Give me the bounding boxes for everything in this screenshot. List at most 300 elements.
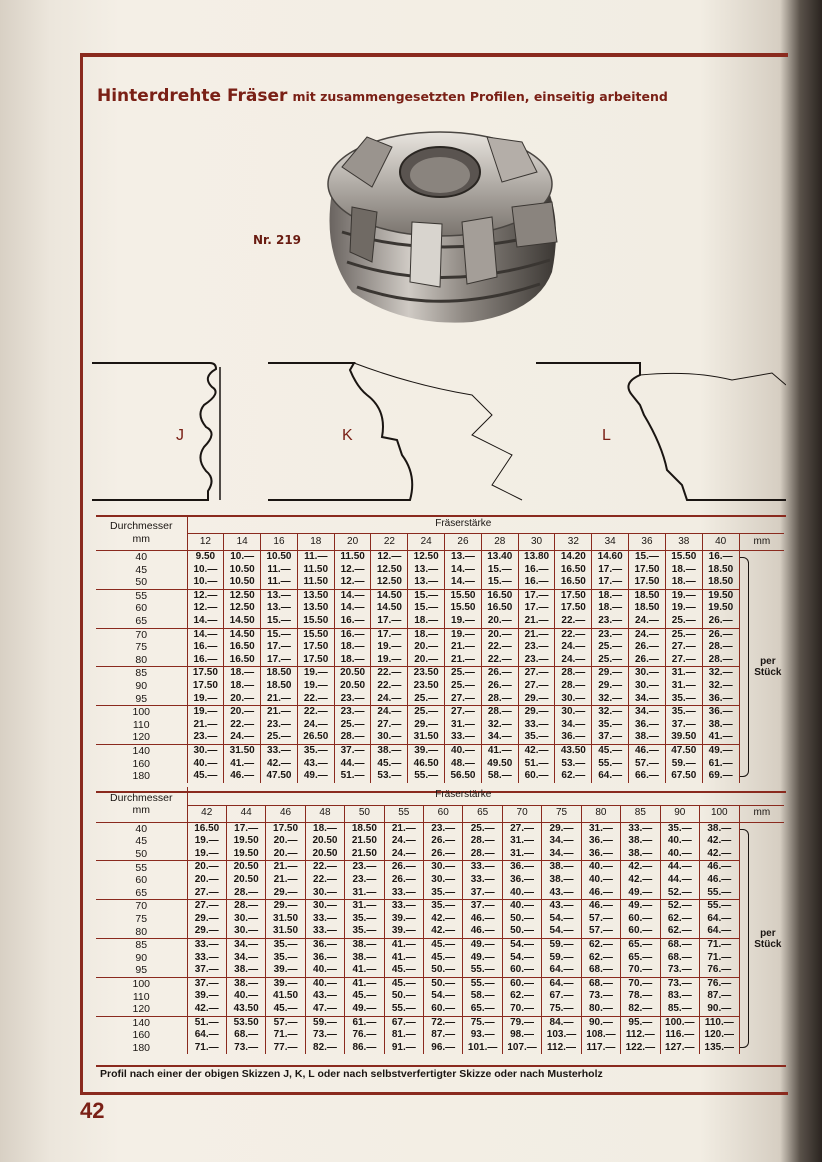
thickness-col-header: 70 [502, 805, 541, 822]
price-cell: 12.50 [224, 589, 261, 602]
price-cell: 81.— [384, 1029, 423, 1042]
price-cell: 55.— [463, 964, 502, 977]
price-cell: 50.— [502, 925, 541, 938]
price-cell: 41.— [384, 952, 423, 965]
price-cell: 46.— [463, 925, 502, 938]
price-cell: 27.— [371, 719, 408, 732]
thickness-col-header: 48 [305, 805, 344, 822]
price-cell: 26.— [424, 835, 463, 848]
price-cell: 17.— [371, 628, 408, 641]
price-cell: 14.— [445, 576, 482, 589]
price-cell: 71.— [187, 1042, 226, 1055]
table-row [96, 654, 784, 667]
price-cell: 76.— [699, 977, 739, 990]
price-cell: 40.— [660, 848, 699, 861]
thickness-col-header: 22 [371, 534, 408, 551]
price-cell: 14.— [445, 564, 482, 577]
price-cell: 19.50 [226, 835, 265, 848]
price-cell: 32.— [702, 667, 739, 680]
price-cell: 46.— [581, 887, 620, 900]
price-cell: 31.— [502, 848, 541, 861]
price-cell: 30.— [187, 744, 224, 757]
price-cell: 47.50 [665, 744, 702, 757]
price-cell: 38.— [699, 822, 739, 835]
price-cell: 70.— [621, 977, 660, 990]
price-cell: 54.— [542, 925, 581, 938]
price-cell: 37.— [665, 719, 702, 732]
price-cell: 37.— [187, 977, 226, 990]
price-cell: 20.50 [305, 835, 344, 848]
price-cell: 28.— [555, 667, 592, 680]
price-cell: 38.— [702, 719, 739, 732]
price-cell: 46.— [581, 900, 620, 913]
price-cell: 42.— [261, 758, 298, 771]
price-cell: 28.— [463, 835, 502, 848]
header-blank [739, 515, 784, 534]
price-cell: 23.— [187, 731, 224, 744]
price-cell: 26.— [481, 667, 518, 680]
price-cell: 13.— [445, 551, 482, 564]
price-cell: 21.— [518, 628, 555, 641]
price-cell: 68.— [581, 964, 620, 977]
diameter-cell: 160 [96, 1029, 187, 1042]
price-cell: 17.— [518, 589, 555, 602]
price-cell: 16.— [334, 628, 371, 641]
table-row [96, 913, 784, 926]
price-cell: 29.— [187, 925, 226, 938]
price-cell: 20.— [481, 615, 518, 628]
price-cell: 33.— [384, 900, 423, 913]
price-cell: 55.— [463, 977, 502, 990]
price-cell: 103.— [542, 1029, 581, 1042]
price-cell: 14.— [187, 628, 224, 641]
price-cell: 16.— [518, 564, 555, 577]
price-cell: 64.— [699, 913, 739, 926]
price-cell: 40.— [305, 977, 344, 990]
price-cell: 43.— [305, 990, 344, 1003]
price-cell: 14.20 [555, 551, 592, 564]
price-cell: 14.— [334, 589, 371, 602]
price-cell: 84.— [542, 1016, 581, 1029]
price-cell: 18.50 [345, 822, 384, 835]
price-cell: 40.— [187, 758, 224, 771]
price-cell: 23.50 [408, 680, 445, 693]
price-cell: 38.— [226, 977, 265, 990]
price-cell: 13.50 [297, 602, 334, 615]
price-cell: 38.— [345, 939, 384, 952]
price-cell: 25.— [334, 719, 371, 732]
diameter-cell: 110 [96, 990, 187, 1003]
price-cell: 61.— [702, 758, 739, 771]
price-cell: 16.— [518, 576, 555, 589]
price-cell: 14.50 [224, 615, 261, 628]
price-cell: 21.— [261, 706, 298, 719]
price-cell: 30.— [305, 900, 344, 913]
price-cell: 49.50 [481, 758, 518, 771]
per-piece-note [739, 822, 784, 1054]
thickness-col-header: 65 [463, 805, 502, 822]
price-cell: 16.50 [481, 589, 518, 602]
price-cell: 12.— [334, 576, 371, 589]
price-cell: 20.50 [226, 861, 265, 874]
group-brace [740, 829, 749, 1049]
price-cell: 31.50 [224, 744, 261, 757]
price-cell: 19.50 [702, 589, 739, 602]
price-cell: 23.— [592, 615, 629, 628]
price-cell: 45.— [592, 744, 629, 757]
price-cell: 46.50 [408, 758, 445, 771]
price-cell: 58.— [481, 770, 518, 783]
price-cell: 24.— [629, 628, 666, 641]
price-cell: 12.— [187, 589, 224, 602]
thickness-col-header: 40 [702, 534, 739, 551]
table-row [96, 1029, 784, 1042]
price-cell: 23.— [424, 822, 463, 835]
price-cell: 34.— [629, 706, 666, 719]
diameter-cell: 90 [96, 680, 187, 693]
price-cell: 13.— [408, 576, 445, 589]
price-cell: 79.— [502, 1016, 541, 1029]
price-cell: 25.— [463, 822, 502, 835]
price-cell: 33.— [261, 744, 298, 757]
price-cell: 76.— [345, 1029, 384, 1042]
price-cell: 51.— [334, 770, 371, 783]
price-cell: 19.— [297, 667, 334, 680]
table-row [96, 758, 784, 771]
price-cell: 26.— [384, 861, 423, 874]
price-cell: 10.— [187, 564, 224, 577]
price-cell: 37.— [334, 744, 371, 757]
price-cell: 45.— [384, 977, 423, 990]
price-cell: 21.— [518, 615, 555, 628]
price-cell: 60.— [502, 977, 541, 990]
price-cell: 33.— [463, 861, 502, 874]
price-cell: 12.— [334, 564, 371, 577]
price-cell: 17.— [226, 822, 265, 835]
price-cell: 11.— [261, 564, 298, 577]
price-cell: 28.— [555, 680, 592, 693]
price-cell: 22.— [555, 615, 592, 628]
price-cell: 20.50 [226, 874, 265, 887]
price-cell: 23.— [334, 706, 371, 719]
price-cell: 75.— [463, 1016, 502, 1029]
price-cell: 25.— [445, 680, 482, 693]
price-cell: 87.— [424, 1029, 463, 1042]
price-cell: 18.— [665, 576, 702, 589]
table-row [96, 874, 784, 887]
price-cell: 11.50 [334, 551, 371, 564]
price-cell: 33.— [621, 822, 660, 835]
price-cell: 30.— [555, 706, 592, 719]
price-cell: 73.— [660, 977, 699, 990]
price-cell: 59.— [305, 1016, 344, 1029]
price-cell: 23.— [261, 719, 298, 732]
price-cell: 19.— [371, 641, 408, 654]
table-row [96, 564, 784, 577]
price-cell: 71.— [266, 1029, 305, 1042]
price-cell: 42.— [518, 744, 555, 757]
price-cell: 16.50 [555, 576, 592, 589]
title-main: Hinterdrehte Fräser [97, 86, 288, 106]
price-cell: 30.— [424, 874, 463, 887]
price-cell: 30.— [629, 667, 666, 680]
price-cell: 11.50 [297, 564, 334, 577]
price-cell: 70.— [621, 964, 660, 977]
price-cell: 36.— [502, 874, 541, 887]
price-cell: 27.— [445, 706, 482, 719]
table-row [96, 615, 784, 628]
price-cell: 57.— [266, 1016, 305, 1029]
price-cell: 49.— [463, 939, 502, 952]
price-cell: 98.— [502, 1029, 541, 1042]
price-cell: 16.— [187, 641, 224, 654]
price-cell: 24.— [297, 719, 334, 732]
price-cell: 76.— [699, 964, 739, 977]
diameter-cell: 140 [96, 744, 187, 757]
diameter-cell: 80 [96, 654, 187, 667]
thickness-col-header: 30 [518, 534, 555, 551]
table-row [96, 861, 784, 874]
price-cell: 112.— [542, 1042, 581, 1055]
price-cell: 83.— [660, 990, 699, 1003]
price-cell: 19.— [665, 589, 702, 602]
article-number: Nr. 219 [253, 233, 302, 247]
price-cell: 43.— [542, 900, 581, 913]
price-table-2 [96, 787, 784, 1055]
price-cell: 29.— [518, 706, 555, 719]
diameter-cell: 40 [96, 551, 187, 564]
diameter-cell: 70 [96, 900, 187, 913]
price-cell: 53.50 [226, 1016, 265, 1029]
price-cell: 30.— [371, 731, 408, 744]
price-cell: 39.— [266, 964, 305, 977]
price-cell: 51.— [187, 1016, 226, 1029]
price-cell: 21.— [261, 693, 298, 706]
price-cell: 62.— [660, 925, 699, 938]
table-row [96, 900, 784, 913]
unit-col-header: mm [753, 535, 771, 547]
price-cell: 20.— [187, 861, 226, 874]
price-cell: 54.— [502, 939, 541, 952]
price-cell: 44.— [660, 861, 699, 874]
thickness-col-header: 16 [261, 534, 298, 551]
price-cell: 19.— [665, 602, 702, 615]
price-cell: 13.50 [297, 589, 334, 602]
thickness-col-header: 20 [334, 534, 371, 551]
price-cell: 49.— [621, 887, 660, 900]
price-cell: 30.— [226, 913, 265, 926]
price-cell: 116.— [660, 1029, 699, 1042]
price-cell: 17.— [592, 564, 629, 577]
price-cell: 38.— [542, 861, 581, 874]
price-cell: 46.— [463, 913, 502, 926]
price-cell: 36.— [581, 848, 620, 861]
price-cell: 23.— [518, 654, 555, 667]
price-cell: 38.— [542, 874, 581, 887]
price-cell: 31.50 [408, 731, 445, 744]
price-cell: 46.— [699, 861, 739, 874]
table-row [96, 770, 784, 783]
price-cell: 64.— [592, 770, 629, 783]
price-cell: 48.— [445, 758, 482, 771]
price-cell: 26.— [481, 680, 518, 693]
price-cell: 22.— [555, 628, 592, 641]
table-row [96, 680, 784, 693]
price-cell: 18.— [305, 822, 344, 835]
price-cell: 35.— [660, 822, 699, 835]
sketch-label-j: J [176, 427, 184, 444]
top-rule [80, 53, 788, 57]
price-cell: 45.— [371, 758, 408, 771]
price-cell: 17.— [371, 615, 408, 628]
price-cell: 27.— [187, 900, 226, 913]
price-cell: 72.— [424, 1016, 463, 1029]
sketch-label-k: K [342, 427, 353, 444]
price-cell: 36.— [702, 706, 739, 719]
price-cell: 16.50 [224, 654, 261, 667]
price-cell: 27.— [502, 822, 541, 835]
price-cell: 43.50 [555, 744, 592, 757]
price-cell: 28.— [463, 848, 502, 861]
price-cell: 12.50 [224, 602, 261, 615]
price-cell: 15.— [481, 564, 518, 577]
price-cell: 17.50 [629, 576, 666, 589]
price-cell: 14.— [187, 615, 224, 628]
price-cell: 15.50 [297, 615, 334, 628]
price-cell: 62.— [581, 952, 620, 965]
price-cell: 55.— [384, 1003, 423, 1016]
price-cell: 64.— [699, 925, 739, 938]
price-cell: 50.— [502, 913, 541, 926]
table-row [96, 964, 784, 977]
thickness-col-header: 75 [542, 805, 581, 822]
price-cell: 16.— [334, 615, 371, 628]
price-cell: 47.— [305, 1003, 344, 1016]
price-cell: 33.— [187, 952, 226, 965]
price-cell: 70.— [502, 1003, 541, 1016]
price-cell: 36.— [502, 861, 541, 874]
price-cell: 9.50 [187, 551, 224, 564]
price-cell: 44.— [334, 758, 371, 771]
price-cell: 25.— [408, 693, 445, 706]
thickness-col-header: 44 [226, 805, 265, 822]
price-cell: 35.— [297, 744, 334, 757]
price-cell: 17.— [518, 602, 555, 615]
price-cell: 54.— [424, 990, 463, 1003]
diameter-cell: 85 [96, 939, 187, 952]
price-cell: 18.— [334, 641, 371, 654]
price-cell: 28.— [226, 900, 265, 913]
price-cell: 53.— [555, 758, 592, 771]
price-cell: 50.— [424, 977, 463, 990]
thickness-col-header: 100 [699, 805, 739, 822]
price-cell: 38.— [621, 848, 660, 861]
price-cell: 21.— [187, 719, 224, 732]
table-row [96, 744, 784, 757]
diameter-cell: 45 [96, 564, 187, 577]
price-cell: 31.50 [266, 913, 305, 926]
price-cell: 101.— [463, 1042, 502, 1055]
price-cell: 71.— [699, 939, 739, 952]
price-cell: 36.— [629, 719, 666, 732]
price-cell: 28.— [481, 706, 518, 719]
price-cell: 32.— [702, 680, 739, 693]
diameter-label: Durchmesser [110, 791, 173, 804]
price-cell: 12.— [187, 602, 224, 615]
price-cell: 22.— [481, 641, 518, 654]
price-cell: 40.— [581, 874, 620, 887]
price-cell: 73.— [660, 964, 699, 977]
diameter-unit: mm [132, 532, 150, 545]
price-cell: 41.— [224, 758, 261, 771]
price-cell: 67.— [384, 1016, 423, 1029]
price-cell: 32.— [481, 719, 518, 732]
price-cell: 67.50 [665, 770, 702, 783]
thickness-col-header: 26 [445, 534, 482, 551]
price-cell: 20.— [266, 848, 305, 861]
price-cell: 19.50 [702, 602, 739, 615]
price-cell: 33.— [463, 874, 502, 887]
price-cell: 36.— [581, 835, 620, 848]
price-cell: 44.— [660, 874, 699, 887]
price-cell: 15.— [408, 602, 445, 615]
price-cell: 23.— [345, 874, 384, 887]
price-cell: 22.— [371, 680, 408, 693]
price-cell: 35.— [424, 900, 463, 913]
price-cell: 27.— [518, 667, 555, 680]
price-cell: 49.— [702, 744, 739, 757]
price-cell: 37.— [463, 887, 502, 900]
table-row [96, 990, 784, 1003]
table-row [96, 977, 784, 990]
price-cell: 59.— [542, 952, 581, 965]
price-cell: 60.— [502, 964, 541, 977]
price-cell: 17.50 [629, 564, 666, 577]
price-cell: 26.— [702, 628, 739, 641]
price-cell: 29.— [266, 900, 305, 913]
diameter-header [96, 787, 187, 823]
price-cell: 15.50 [297, 628, 334, 641]
price-cell: 35.— [592, 719, 629, 732]
table-row [96, 719, 784, 732]
thickness-col-header: 50 [345, 805, 384, 822]
table-row [96, 925, 784, 938]
sketch-j [92, 363, 220, 500]
price-cell: 29.— [592, 667, 629, 680]
price-cell: 42.— [699, 835, 739, 848]
group-brace [740, 557, 749, 777]
price-cell: 62.— [581, 939, 620, 952]
price-cell: 21.50 [345, 835, 384, 848]
price-cell: 31.— [345, 887, 384, 900]
thickness-col-header: 60 [424, 805, 463, 822]
table-row [96, 1016, 784, 1029]
price-cell: 26.— [629, 654, 666, 667]
price-cell: 13.— [261, 602, 298, 615]
price-cell: 43.— [297, 758, 334, 771]
price-cell: 60.— [518, 770, 555, 783]
page-title [97, 86, 668, 106]
diameter-cell: 50 [96, 576, 187, 589]
diameter-cell: 180 [96, 770, 187, 783]
price-cell: 13.— [408, 564, 445, 577]
diameter-cell: 90 [96, 952, 187, 965]
price-cell: 21.50 [345, 848, 384, 861]
price-cell: 24.— [555, 654, 592, 667]
price-cell: 23.— [518, 641, 555, 654]
sketch-label-l: L [602, 427, 611, 444]
thickness-col-header: 90 [660, 805, 699, 822]
